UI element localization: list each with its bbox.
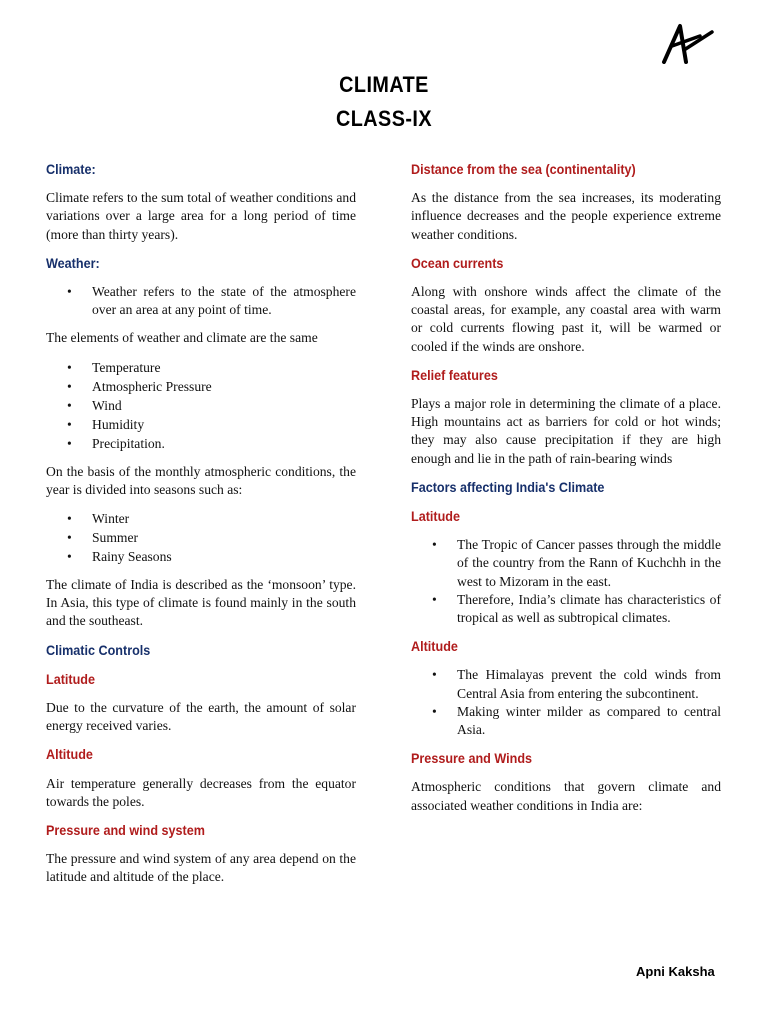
list-item: • Therefore, India’s climate has characteristics of tropical as well as subtropical climates. bbox=[457, 591, 721, 627]
factors-heading: Factors affecting India's Climate bbox=[411, 478, 605, 495]
page-title: CLIMATE bbox=[339, 72, 429, 97]
pressure-wind-heading: Pressure and wind system bbox=[46, 822, 205, 839]
list-item: • Atmospheric Pressure bbox=[92, 377, 356, 396]
list-item: • The Tropic of Cancer passes through the middle of the country from the Rann of Kuchchh in the west to Mizoram in the east. bbox=[457, 536, 721, 591]
climate-text: Climate refers to the sum total of weather conditions and variations over a large area for a long period of time (more than thirty years). bbox=[46, 190, 356, 242]
altitude-text: Air temperature generally decreases from the equator towards the poles. bbox=[46, 775, 356, 809]
list-item: • Precipitation. bbox=[92, 434, 356, 453]
list-item: • Rainy Seasons bbox=[92, 547, 356, 566]
elements-list bbox=[46, 358, 356, 453]
relief-text: Plays a major role in determining the climate of a place. High mountains act as barriers for cold or hot winds; they may also cause precipitation if they are high enough and lie in the path of rain-bearing winds bbox=[411, 396, 721, 466]
apni-kaksha-logo-icon bbox=[660, 22, 718, 64]
latitude-list bbox=[411, 536, 721, 627]
pressure-wind-text: The pressure and wind system of any area depend on the latitude and altitude of the place. bbox=[46, 851, 356, 885]
latitude-heading: Latitude bbox=[46, 670, 96, 687]
distance-text: As the distance from the sea increases, its moderating influence decreases and the people experience extreme weather conditions. bbox=[411, 190, 721, 242]
india-altitude-heading: Altitude bbox=[411, 638, 458, 655]
elements-text: The elements of weather and climate are the same bbox=[46, 330, 318, 346]
ocean-currents-heading: Ocean currents bbox=[411, 254, 504, 271]
list-item: • Wind bbox=[92, 396, 356, 415]
list-item: • The Himalayas prevent the cold winds from Central Asia from entering the subcontinent. bbox=[457, 666, 721, 702]
monsoon-text: The climate of India is described as the ‘monsoon’ type. In Asia, this type of climate is found mainly in the south and the southeast. bbox=[46, 577, 356, 629]
left-column bbox=[46, 160, 356, 897]
page-subtitle: CLASS-IX bbox=[335, 106, 433, 131]
weather-list bbox=[46, 283, 356, 319]
weather-heading: Weather: bbox=[46, 254, 100, 271]
right-column bbox=[411, 160, 721, 825]
ocean-currents-text: Along with onshore winds affect the climate of the coastal areas, for example, any coastal area with warm or cold currents flowing past it, will be warmed or cooled if the winds are onshore. bbox=[411, 284, 721, 354]
relief-heading: Relief features bbox=[411, 366, 498, 383]
footer-brand: Apni Kaksha bbox=[636, 964, 715, 979]
climate-heading: Climate: bbox=[46, 161, 96, 177]
list-item: • Temperature bbox=[92, 358, 356, 377]
list-item: • Summer bbox=[92, 528, 356, 547]
list-item: • Humidity bbox=[92, 415, 356, 434]
climatic-controls-heading: Climatic Controls bbox=[46, 641, 151, 658]
seasons-list bbox=[46, 509, 356, 566]
seasons-text: On the basis of the monthly atmospheric conditions, the year is divided into seasons such as: bbox=[46, 463, 356, 497]
list-item: • Making winter milder as compared to central Asia. bbox=[457, 703, 721, 739]
altitude-list bbox=[411, 666, 721, 739]
india-latitude-heading: Latitude bbox=[411, 508, 461, 525]
list-item: • Winter bbox=[92, 509, 356, 528]
latitude-text: Due to the curvature of the earth, the amount of solar energy received varies. bbox=[46, 700, 356, 734]
pressure-winds-heading: Pressure and Winds bbox=[411, 750, 533, 767]
list-item: • Weather refers to the state of the atmosphere over an area at any point of time. bbox=[92, 283, 356, 319]
pressure-winds-text: Atmospheric conditions that govern climate and associated weather conditions in India are: bbox=[411, 779, 721, 813]
altitude-heading: Altitude bbox=[46, 746, 93, 763]
distance-heading: Distance from the sea (continentality) bbox=[411, 161, 636, 177]
